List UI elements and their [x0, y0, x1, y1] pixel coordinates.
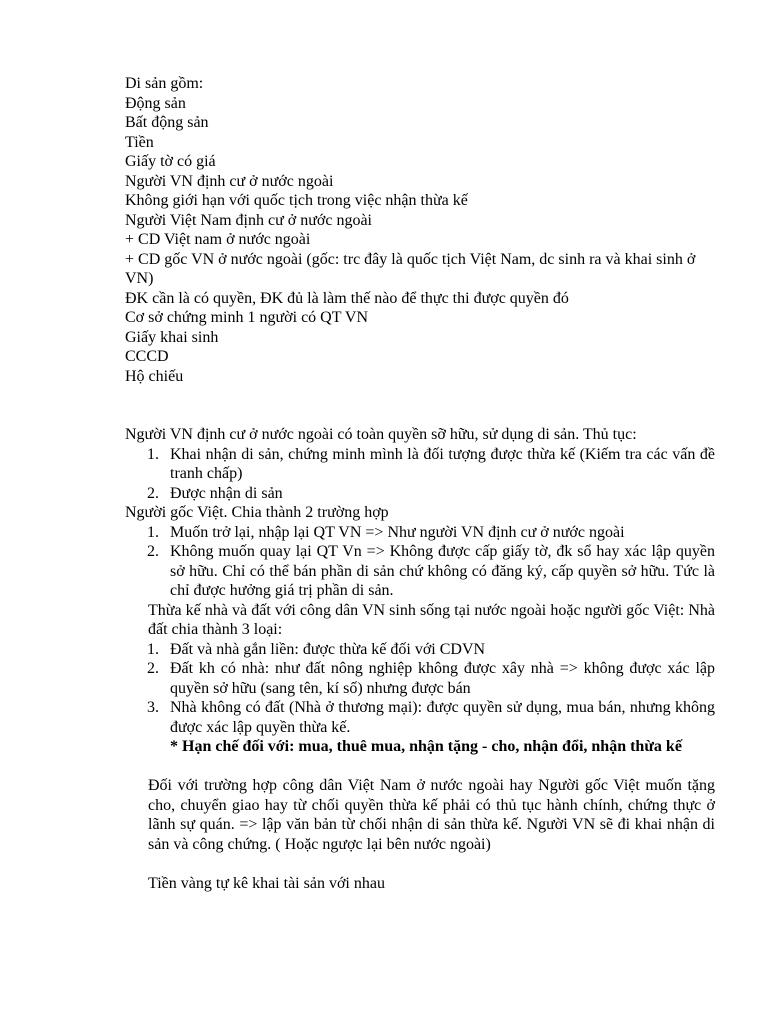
text-line: Di sản gồm: [125, 75, 204, 92]
spacer [125, 757, 715, 777]
spacer [125, 854, 715, 874]
document-body [125, 74, 715, 893]
restriction-note: * Hạn chế đối với: mua, thuê mua, nhận tặng - cho, nhận đổi, nhận thừa kế [170, 738, 682, 755]
text-line: + CD Việt nam ở nước ngoài [125, 231, 311, 248]
text-line: Tiền [125, 133, 154, 151]
text-line: Động sản [125, 94, 186, 112]
text-line: Người VN định cư ở nước ngoài [125, 172, 334, 190]
text-paragraph: Đối với trường hợp công dân Việt Nam ở nước ngoài hay Người gốc Việt muốn tặng cho, chuyển giao hay từ chối quyền thừa kế phải có thủ tục hành chính, chứng thực ở lãnh sự quán. => lập văn bản từ chối nhận di sản thừa kế. Người VN sẽ đi khai nhận di sản và công chứng. ( Hoặc ngược lại bên nước ngoài) [148, 777, 715, 853]
text-line: Người Việt Nam định cư ở nước ngoài [125, 211, 372, 229]
list-item: 3. Nhà không có đất (Nhà ở thương mại): được quyền sử dụng, mua bán, nhưng không được xác lập quyền thừa kế. [147, 699, 715, 736]
text-line: Không giới hạn với quốc tịch trong việc nhận thừa kế [125, 192, 468, 209]
text-line: ĐK cần là có quyền, ĐK đủ là làm thế nào để thực thi được quyền đó [125, 289, 569, 307]
section-intro: Người VN định cư ở nước ngoài có toàn quyền sỡ hữu, sử dụng di sản. Thủ tục: [125, 426, 637, 443]
list-item: 2. Không muốn quay lại QT Vn => Không được cấp giấy tờ, đk sổ hay xác lập quyền sở hữu. Chỉ có thể bán phần di sản chứ không có đăng ký, cấp quyền sở hữu. Tức là chỉ được hưởng giá trị phần di sản. [147, 543, 715, 599]
list-item: 1. Khai nhận di sản, chứng minh mình là đối tượng được thừa kế (Kiếm tra các vấn đề tranh chấp) [147, 445, 715, 482]
text-line: Cơ sở chứng minh 1 người có QT VN [125, 309, 369, 326]
text-line: Tiền vàng tự kê khai tài sản với nhau [148, 874, 385, 892]
list-item: 2. Đất kh có nhà: như đất nông nghiệp không được xây nhà => không được xác lập quyền sở hữu (sang tên, kí số) nhưng được bán [147, 660, 715, 697]
text-line: CCCD [125, 348, 169, 365]
text-line: Bất động sản [125, 114, 209, 131]
text-line: Hộ chiếu [125, 367, 184, 385]
text-line: Giấy khai sinh [125, 328, 219, 346]
list-item: 2. Được nhận di sản [147, 484, 283, 502]
case-list [125, 523, 715, 601]
text-line: Giấy tờ có giá [125, 153, 216, 170]
list-item: 1. Muốn trở lại, nhập lại QT VN => Như người VN định cư ở nước ngoài [147, 523, 625, 541]
land-type-list [125, 640, 715, 738]
text-paragraph: Thừa kế nhà và đất với công dân VN sinh sống tại nước ngoài hoặc người gốc Việt: Nhà đất chia thành 3 loại: [148, 601, 715, 638]
list-item: 1. Đất và nhà gắn liền: được thừa kế đối với CDVN [147, 640, 486, 658]
text-line: Người gốc Việt. Chia thành 2 trường hợp [125, 504, 389, 521]
text-line: + CD gốc VN ở nước ngoài (gốc: trc đây là quốc tịch Việt Nam, dc sinh ra và khai sinh ở VN) [125, 250, 696, 287]
spacer [125, 386, 715, 425]
procedure-list [125, 445, 715, 504]
